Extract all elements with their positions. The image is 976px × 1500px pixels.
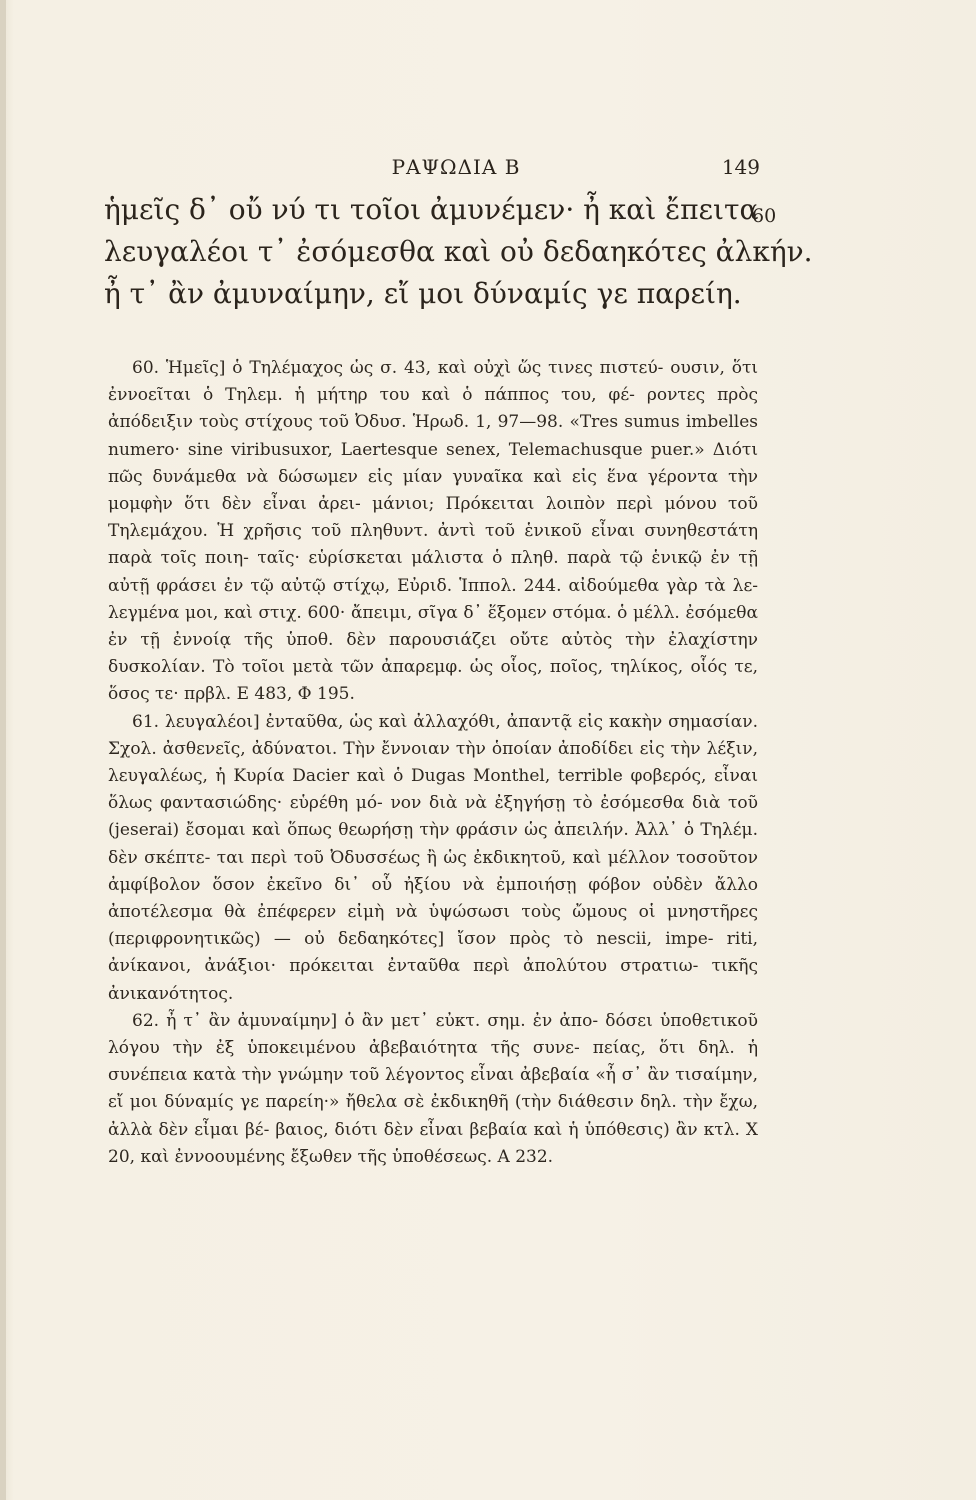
note-line: ται περὶ τοῦ Ὀδυσσέως ἢ ὡς ἐκδικητοῦ, καὶ μέλλον τοσοῦτον (216, 847, 758, 868)
note-line: ἀποτέλεσμα θὰ ἐπέφερεν εἰμὴ νὰ ὑψώσωσι τοὺς ὤμους οἱ μνηστῆρες (108, 902, 758, 923)
note-line: νον διὰ νὰ ἐξηγήσῃ τὸ ἐσόμεσθα διὰ τοῦ (jeserai) ἔσομαι καὶ (108, 793, 758, 841)
note-line: βαιος, διότι δὲν εἶναι βεβαία καὶ ἡ ὑπόθεσις) ἂν κτλ. Χ 20, καὶ (108, 1119, 758, 1167)
note-61 (108, 709, 758, 1008)
note-line: ἤθελα σὲ ἐκδικηθῆ (τὴν διάθεσιν δηλ. τὴν ἔχω, ἀλλὰ δὲν εἶμαι βέ- (108, 1092, 759, 1140)
note-62 (108, 1008, 758, 1171)
verse-number: 60 (752, 205, 777, 227)
note-line: ἀποδίδει εἰς τὴν λέξιν, λευγαλέως, ἡ Κυρία Dacier καὶ ὁ Dugas (108, 738, 759, 787)
note-line: ὅπως θεωρήσῃ τὴν φράσιν ὡς ἀπειλήν. Ἀλλ᾽ ὁ Τηλέμ. δὲν σκέπτε- (108, 820, 758, 868)
note-line: ἀμφίβολον ὅσον ἐκεῖνο δι᾽ οὗ ἠξίου νὰ ἐμποιήσῃ φόβον οὐδὲν ἄλλο (108, 874, 758, 895)
note-line: riti, ἀνίκανοι, ἀνάξιοι· πρόκειται ἐνταῦθα περὶ ἀπολύτου στρατιω- (108, 929, 759, 977)
note-line: ροντες πρὸς ἀπόδειξιν τοὺς στίχους τοῦ Ὀδυσ. Ἡρωδ. 1, 97—98. (108, 385, 759, 433)
note-line: 62. ἦ τ᾽ ἂν ἀμυναίμην] ὁ ἂν μετ᾽ εὐκτ. σημ. ἐν ἀπο- (132, 1010, 599, 1031)
note-line: δόσει ὑποθετικοῦ λόγου τὴν ἐξ ὑποκειμένου ἀβεβαιότητα τῆς συνε- (108, 1010, 758, 1059)
note-line: ταῖς· εὑρίσκεται μάλιστα ὁ πληθ. παρὰ τῷ ἑνικῷ ἐν τῇ αὐτῇ φράσει (108, 548, 759, 596)
verse-line-1: ἡμεῖς δ᾽ οὔ νύ τι τοῖοι ἀμυνέμεν· ἦ καὶ ἔπειτα (104, 193, 759, 226)
note-line: πείας, ὅτι δηλ. ἡ συνέπεια κατὰ τὴν γνώμην τοῦ λέγοντος εἶναι (108, 1038, 758, 1086)
note-line: τικῆς ἀνικανότητος. (108, 956, 758, 1004)
note-line: 60. Ἡμεῖς] ὁ Τηλέμαχος ὡς σ. 43, καὶ οὐχὶ ὥς τινες πιστεύ- (132, 358, 664, 378)
note-line: σημασίαν. Σχολ. ἀσθενεῖς, ἀδύνατοι. Τὴν ἔννοιαν τὴν ὁποίαν (108, 711, 758, 759)
verse-line-3: ἦ τ᾽ ἂν ἀμυναίμην, εἴ μοι δύναμίς γε παρείη. (104, 277, 742, 310)
note-line: Monthel, terrible φοβερός, εἶναι ὅλως φαντασιώδης· εὑρέθη μό- (108, 766, 759, 814)
commentary (108, 355, 758, 1171)
note-line: ὁ μέλλ. ἐσόμεθα ἐν τῇ ἐννοίᾳ τῆς ὑποθ. δὲν παρουσιάζει οὔτε (108, 602, 758, 651)
page-header (0, 155, 976, 195)
note-60 (108, 355, 758, 709)
note-line: «Tres sumus imbelles numero· sine viribusuxor, Laertesque (108, 412, 759, 460)
running-title: ΡΑΨΩΔΙΑ Β (391, 155, 521, 179)
note-line: ἀβεβαία «ἦ σ᾽ ἂν τισαίμην, εἴ μοι δύναμίς γε παρείη·» (108, 1065, 759, 1113)
note-line: αὐτὸς τὴν ἐλαχίστην δυσκολίαν. Τὸ τοῖοι μετὰ τῶν ἀπαρεμφ. ὡς (108, 630, 758, 678)
note-line: οἷος, ποῖος, τηλίκος, οἷός τε, ὅσος τε· πρβλ. Ε 483, Φ 195. (108, 657, 758, 705)
note-line: ουσιν, ὅτι ἐννοεῖται ὁ Τηλεμ. ἡ μήτηρ του καὶ ὁ πάππος του, φέ- (108, 358, 759, 406)
note-line: μάνιοι; Πρόκειται λοιπὸν περὶ μόνου τοῦ Τηλεμάχου. Ἡ χρῆσις (108, 494, 759, 542)
note-line: λεγμένα μοι, καὶ στιχ. 600· ἄπειμι, σῖγα δ᾽ ἕξομεν στόμα. (108, 602, 612, 623)
note-line: 61. λευγαλέοι] ἐνταῦθα, ὡς καὶ ἀλλαχόθι, ἀπαντᾷ εἰς κακὴν (132, 711, 663, 732)
page-number: 149 (721, 155, 760, 179)
note-line: ἐν τῷ αὐτῷ στίχῳ, Εὐριδ. Ἱππολ. 244. αἰδούμεθα γὰρ τὰ λε- (223, 575, 758, 596)
note-line: μίαν γυναῖκα καὶ εἰς ἕνα γέροντα τὴν μομφὴν ὅτι δὲν εἶναι ἀρει- (108, 466, 759, 515)
note-line: τοῦ πληθυντ. ἀντὶ τοῦ ἑνικοῦ εἶναι συνηθεστάτη παρὰ τοῖς ποιη- (108, 521, 759, 569)
note-line: (περιφρονητικῶς) — οὐ δεδαηκότες] ἴσον πρὸς τὸ nescii, impe- (108, 929, 714, 950)
page-edge (0, 0, 6, 1500)
note-line: ἐννοουμένης ἔξωθεν τῆς ὑποθέσεως. Α 232. (174, 1146, 554, 1167)
note-line: senex, Telemachusque puer.» Διότι πῶς δυνάμεθα νὰ δώσωμεν εἰς (108, 439, 758, 487)
verse-line-2: λευγαλέοι τ᾽ ἐσόμεσθα καὶ οὐ δεδαηκότες ἀλκήν. (104, 235, 813, 268)
